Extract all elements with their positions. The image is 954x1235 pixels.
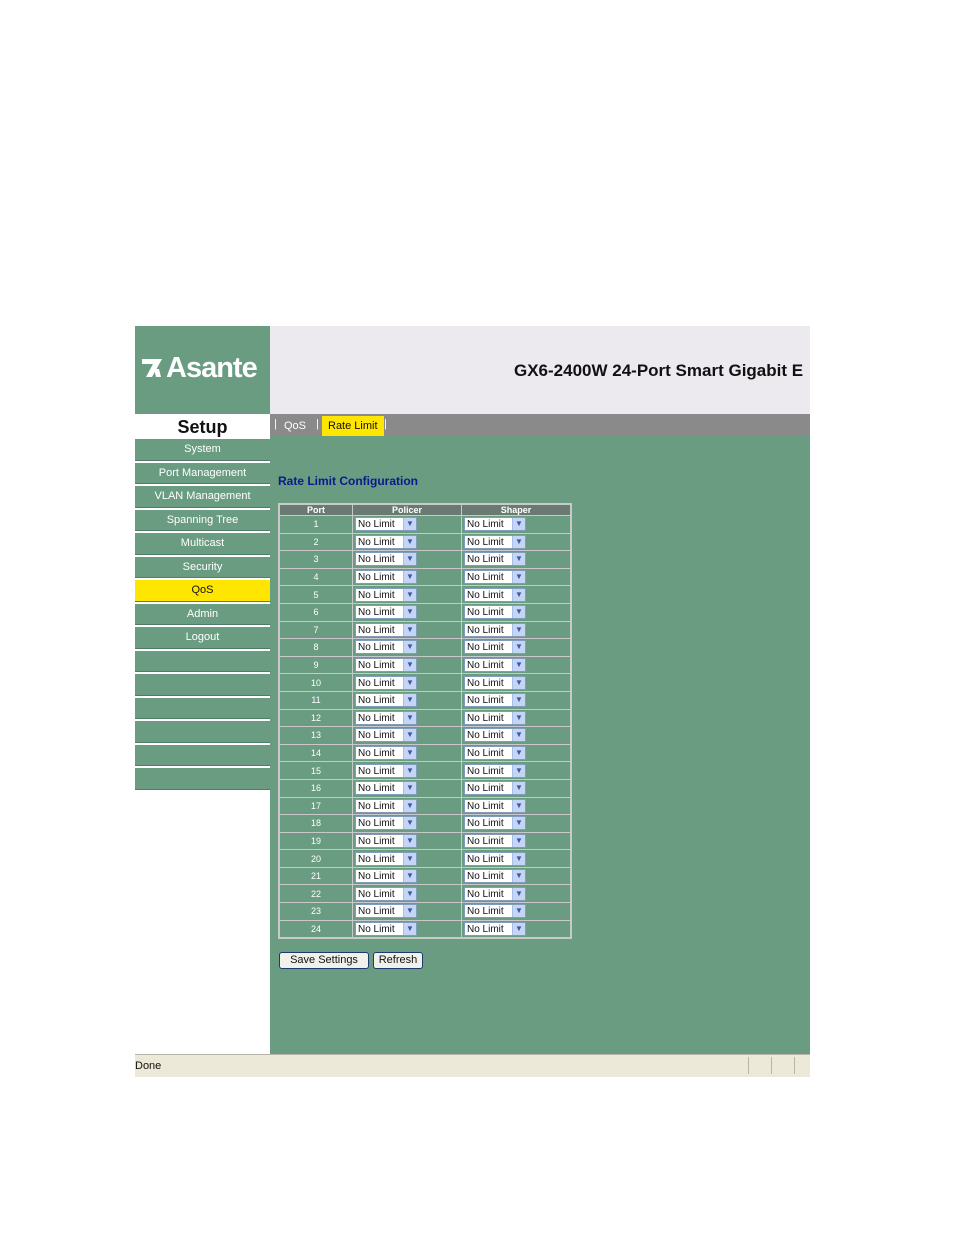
sidebar-item-logout[interactable]: Logout <box>135 627 270 649</box>
policer-cell <box>353 797 462 815</box>
table-body <box>279 516 571 939</box>
policer-select-value: No Limit <box>358 835 395 847</box>
tab-qos[interactable]: QoS <box>284 420 307 432</box>
shaper-select-value: No Limit <box>467 572 504 584</box>
policer-select[interactable] <box>355 869 417 883</box>
port-number-cell: 13 <box>279 727 353 745</box>
shaper-select[interactable] <box>464 517 526 531</box>
chevron-down-icon[interactable]: ▼ <box>403 782 416 794</box>
policer-select-value: No Limit <box>358 712 395 724</box>
table-row <box>279 727 571 745</box>
shaper-select-value: No Limit <box>467 923 504 935</box>
chevron-down-icon[interactable]: ▼ <box>512 589 525 601</box>
policer-select-value: No Limit <box>358 624 395 636</box>
shaper-select[interactable] <box>464 781 526 795</box>
shaper-select[interactable] <box>464 834 526 848</box>
table-row <box>279 709 571 727</box>
sidebar-title: Setup <box>177 417 228 437</box>
policer-select-value: No Limit <box>358 730 395 742</box>
table-row <box>279 832 571 850</box>
policer-select[interactable] <box>355 570 417 584</box>
policer-cell <box>353 603 462 621</box>
policer-select-value: No Limit <box>358 660 395 672</box>
section-title: Rate Limit Configuration <box>278 474 418 488</box>
shaper-cell <box>462 568 572 586</box>
column-header-shaper: Shaper <box>462 504 572 516</box>
policer-select-value: No Limit <box>358 906 395 918</box>
policer-select-value: No Limit <box>358 871 395 883</box>
column-header-port: Port <box>279 504 353 516</box>
shaper-select-value: No Limit <box>467 624 504 636</box>
shaper-select[interactable] <box>464 693 526 707</box>
shaper-cell <box>462 762 572 780</box>
shaper-select[interactable] <box>464 535 526 549</box>
table-row <box>279 586 571 604</box>
chevron-down-icon[interactable]: ▼ <box>512 518 525 530</box>
policer-cell <box>353 621 462 639</box>
chevron-down-icon[interactable]: ▼ <box>403 888 416 900</box>
shaper-select-value: No Limit <box>467 730 504 742</box>
policer-select[interactable] <box>355 887 417 901</box>
chevron-down-icon[interactable]: ▼ <box>403 606 416 618</box>
policer-select-value: No Limit <box>358 554 395 566</box>
sidebar-empty-slot <box>135 721 270 743</box>
chevron-down-icon[interactable]: ▼ <box>403 677 416 689</box>
shaper-select-value: No Limit <box>467 888 504 900</box>
asante-logo-icon <box>141 357 163 379</box>
shaper-select[interactable] <box>464 676 526 690</box>
chevron-down-icon[interactable]: ▼ <box>512 694 525 706</box>
table-row <box>279 815 571 833</box>
policer-select[interactable] <box>355 605 417 619</box>
port-number-cell: 9 <box>279 656 353 674</box>
shaper-select-value: No Limit <box>467 554 504 566</box>
shaper-cell <box>462 850 572 868</box>
policer-cell <box>353 815 462 833</box>
shaper-cell <box>462 832 572 850</box>
status-pane-divider <box>794 1057 795 1074</box>
table-row <box>279 656 571 674</box>
port-number-cell: 24 <box>279 920 353 938</box>
shaper-select[interactable] <box>464 623 526 637</box>
port-number-cell: 2 <box>279 533 353 551</box>
shaper-select[interactable] <box>464 764 526 778</box>
table-row <box>279 674 571 692</box>
shaper-cell <box>462 586 572 604</box>
sidebar-item-security[interactable]: Security <box>135 557 270 579</box>
status-text: Done <box>135 1060 162 1072</box>
chevron-down-icon[interactable]: ▼ <box>512 853 525 865</box>
shaper-select[interactable] <box>464 588 526 602</box>
refresh-button[interactable]: Refresh <box>373 952 423 969</box>
chevron-down-icon[interactable]: ▼ <box>403 694 416 706</box>
chevron-down-icon[interactable]: ▼ <box>512 571 525 583</box>
policer-cell <box>353 744 462 762</box>
table-header-row <box>279 504 571 516</box>
policer-cell <box>353 674 462 692</box>
shaper-select-value: No Limit <box>467 800 504 812</box>
sidebar-empty-slot <box>135 698 270 720</box>
shaper-select-value: No Limit <box>467 748 504 760</box>
policer-select-value: No Limit <box>358 853 395 865</box>
policer-select[interactable] <box>355 746 417 760</box>
sidebar-item-system[interactable]: System <box>135 439 270 461</box>
chevron-down-icon[interactable]: ▼ <box>512 905 525 917</box>
chevron-down-icon[interactable]: ▼ <box>403 905 416 917</box>
port-number-cell: 3 <box>279 551 353 569</box>
shaper-cell <box>462 656 572 674</box>
shaper-cell <box>462 920 572 938</box>
shaper-select-value: No Limit <box>467 519 504 531</box>
sidebar-item-qos[interactable]: QoS <box>135 580 270 602</box>
port-number-cell: 4 <box>279 568 353 586</box>
shaper-cell <box>462 903 572 921</box>
chevron-down-icon[interactable]: ▼ <box>403 641 416 653</box>
policer-select-value: No Limit <box>358 888 395 900</box>
table-row <box>279 903 571 921</box>
shaper-cell <box>462 867 572 885</box>
port-number-cell: 20 <box>279 850 353 868</box>
shaper-select[interactable] <box>464 887 526 901</box>
shaper-select[interactable] <box>464 658 526 672</box>
logo-text: Asante <box>166 352 257 384</box>
chevron-down-icon[interactable]: ▼ <box>512 536 525 548</box>
port-number-cell: 5 <box>279 586 353 604</box>
shaper-cell <box>462 603 572 621</box>
shaper-cell <box>462 779 572 797</box>
chevron-down-icon[interactable]: ▼ <box>403 817 416 829</box>
chevron-down-icon[interactable]: ▼ <box>512 747 525 759</box>
chevron-down-icon[interactable]: ▼ <box>403 553 416 565</box>
tab-bar <box>270 414 810 436</box>
shaper-select-value: No Limit <box>467 607 504 619</box>
chevron-down-icon[interactable]: ▼ <box>403 589 416 601</box>
shaper-select-value: No Limit <box>467 589 504 601</box>
policer-cell <box>353 656 462 674</box>
chevron-down-icon[interactable]: ▼ <box>403 712 416 724</box>
policer-cell <box>353 903 462 921</box>
policer-select[interactable] <box>355 781 417 795</box>
chevron-down-icon[interactable]: ▼ <box>512 782 525 794</box>
chevron-down-icon[interactable]: ▼ <box>512 641 525 653</box>
policer-select[interactable] <box>355 658 417 672</box>
shaper-select-value: No Limit <box>467 835 504 847</box>
tab-separator: | <box>316 418 319 430</box>
sidebar-item-spanning-tree[interactable]: Spanning Tree <box>135 510 270 532</box>
browser-window <box>135 326 810 1077</box>
policer-select-value: No Limit <box>358 923 395 935</box>
shaper-select-value: No Limit <box>467 853 504 865</box>
port-number-cell: 22 <box>279 885 353 903</box>
table-row <box>279 621 571 639</box>
chevron-down-icon[interactable]: ▼ <box>403 923 416 935</box>
policer-cell <box>353 551 462 569</box>
chevron-down-icon[interactable]: ▼ <box>512 870 525 882</box>
shaper-select[interactable] <box>464 799 526 813</box>
table-row <box>279 885 571 903</box>
policer-select[interactable] <box>355 588 417 602</box>
main-content <box>270 436 810 1054</box>
shaper-select[interactable] <box>464 552 526 566</box>
policer-cell <box>353 533 462 551</box>
table-row <box>279 744 571 762</box>
table-row <box>279 797 571 815</box>
policer-cell <box>353 727 462 745</box>
policer-select[interactable] <box>355 623 417 637</box>
policer-select[interactable] <box>355 552 417 566</box>
chevron-down-icon[interactable]: ▼ <box>512 817 525 829</box>
shaper-select-value: No Limit <box>467 906 504 918</box>
policer-select[interactable] <box>355 535 417 549</box>
policer-select[interactable] <box>355 693 417 707</box>
shaper-select[interactable] <box>464 640 526 654</box>
chevron-down-icon[interactable]: ▼ <box>512 677 525 689</box>
port-number-cell: 12 <box>279 709 353 727</box>
chevron-down-icon[interactable]: ▼ <box>512 659 525 671</box>
rate-limit-table <box>278 503 572 939</box>
shaper-cell <box>462 639 572 657</box>
table-row <box>279 551 571 569</box>
status-pane-divider <box>748 1057 749 1074</box>
tab-rate-limit[interactable]: Rate Limit <box>322 416 384 436</box>
policer-select[interactable] <box>355 834 417 848</box>
chevron-down-icon[interactable]: ▼ <box>512 800 525 812</box>
policer-cell <box>353 885 462 903</box>
policer-cell <box>353 867 462 885</box>
policer-cell <box>353 850 462 868</box>
policer-select-value: No Limit <box>358 818 395 830</box>
sidebar-item-multicast[interactable]: Multicast <box>135 533 270 555</box>
chevron-down-icon[interactable]: ▼ <box>403 536 416 548</box>
policer-cell <box>353 568 462 586</box>
policer-select[interactable] <box>355 799 417 813</box>
shaper-cell <box>462 797 572 815</box>
chevron-down-icon[interactable]: ▼ <box>403 870 416 882</box>
chevron-down-icon[interactable]: ▼ <box>403 747 416 759</box>
policer-select-value: No Limit <box>358 695 395 707</box>
shaper-select-value: No Limit <box>467 660 504 672</box>
port-number-cell: 15 <box>279 762 353 780</box>
table-row <box>279 867 571 885</box>
shaper-cell <box>462 516 572 534</box>
table-row <box>279 691 571 709</box>
shaper-cell <box>462 691 572 709</box>
table-row <box>279 762 571 780</box>
shaper-cell <box>462 674 572 692</box>
chevron-down-icon[interactable]: ▼ <box>403 571 416 583</box>
shaper-select[interactable] <box>464 711 526 725</box>
policer-select-value: No Limit <box>358 572 395 584</box>
shaper-select[interactable] <box>464 869 526 883</box>
policer-cell <box>353 920 462 938</box>
port-number-cell: 18 <box>279 815 353 833</box>
chevron-down-icon[interactable]: ▼ <box>512 835 525 847</box>
shaper-select-value: No Limit <box>467 818 504 830</box>
port-number-cell: 14 <box>279 744 353 762</box>
port-number-cell: 6 <box>279 603 353 621</box>
policer-select[interactable] <box>355 728 417 742</box>
chevron-down-icon[interactable]: ▼ <box>403 835 416 847</box>
save-settings-button[interactable]: Save Settings <box>279 952 369 969</box>
shaper-select[interactable] <box>464 728 526 742</box>
shaper-select-value: No Limit <box>467 712 504 724</box>
shaper-cell <box>462 885 572 903</box>
chevron-down-icon[interactable]: ▼ <box>403 624 416 636</box>
sidebar-empty-slot <box>135 745 270 767</box>
shaper-cell <box>462 621 572 639</box>
shaper-cell <box>462 727 572 745</box>
chevron-down-icon[interactable]: ▼ <box>512 553 525 565</box>
shaper-cell <box>462 815 572 833</box>
policer-select[interactable] <box>355 517 417 531</box>
chevron-down-icon[interactable]: ▼ <box>512 765 525 777</box>
shaper-select-value: No Limit <box>467 536 504 548</box>
policer-select-value: No Limit <box>358 536 395 548</box>
asante-logo[interactable] <box>141 352 257 385</box>
policer-cell <box>353 779 462 797</box>
sidebar-empty-slot <box>135 674 270 696</box>
port-number-cell: 7 <box>279 621 353 639</box>
page-header <box>135 326 810 414</box>
table-row <box>279 639 571 657</box>
policer-select[interactable] <box>355 852 417 866</box>
shaper-select[interactable] <box>464 746 526 760</box>
table-row <box>279 603 571 621</box>
shaper-select[interactable] <box>464 816 526 830</box>
shaper-select-value: No Limit <box>467 677 504 689</box>
tab-separator: | <box>274 418 277 430</box>
chevron-down-icon[interactable]: ▼ <box>403 765 416 777</box>
table-row <box>279 779 571 797</box>
chevron-down-icon[interactable]: ▼ <box>403 800 416 812</box>
logo-area <box>135 326 270 414</box>
table-row <box>279 516 571 534</box>
policer-select[interactable] <box>355 640 417 654</box>
shaper-select-value: No Limit <box>467 783 504 795</box>
port-number-cell: 23 <box>279 903 353 921</box>
policer-select-value: No Limit <box>358 748 395 760</box>
chevron-down-icon[interactable]: ▼ <box>512 606 525 618</box>
port-number-cell: 11 <box>279 691 353 709</box>
policer-select-value: No Limit <box>358 765 395 777</box>
sidebar-empty-slot <box>135 768 270 790</box>
policer-cell <box>353 762 462 780</box>
status-pane-divider <box>771 1057 772 1074</box>
policer-cell <box>353 586 462 604</box>
shaper-select-value: No Limit <box>467 642 504 654</box>
port-number-cell: 8 <box>279 639 353 657</box>
policer-select-value: No Limit <box>358 589 395 601</box>
chevron-down-icon[interactable]: ▼ <box>512 729 525 741</box>
sidebar-item-admin[interactable]: Admin <box>135 604 270 626</box>
policer-select-value: No Limit <box>358 677 395 689</box>
policer-select-value: No Limit <box>358 783 395 795</box>
table-row <box>279 533 571 551</box>
shaper-select[interactable] <box>464 852 526 866</box>
chevron-down-icon[interactable]: ▼ <box>403 659 416 671</box>
sidebar <box>135 414 270 1054</box>
policer-select[interactable] <box>355 922 417 936</box>
shaper-select[interactable] <box>464 570 526 584</box>
chevron-down-icon[interactable]: ▼ <box>403 518 416 530</box>
port-number-cell: 1 <box>279 516 353 534</box>
table-row <box>279 850 571 868</box>
table-row <box>279 568 571 586</box>
policer-select[interactable] <box>355 904 417 918</box>
product-title: GX6-2400W 24-Port Smart Gigabit E <box>514 361 804 380</box>
sidebar-item-vlan-management[interactable]: VLAN Management <box>135 486 270 508</box>
policer-select-value: No Limit <box>358 607 395 619</box>
policer-cell <box>353 639 462 657</box>
shaper-cell <box>462 744 572 762</box>
chevron-down-icon[interactable]: ▼ <box>403 729 416 741</box>
chevron-down-icon[interactable]: ▼ <box>512 712 525 724</box>
policer-select[interactable] <box>355 711 417 725</box>
status-bar <box>135 1054 810 1077</box>
port-number-cell: 17 <box>279 797 353 815</box>
shaper-cell <box>462 709 572 727</box>
chevron-down-icon[interactable]: ▼ <box>512 888 525 900</box>
column-header-policer: Policer <box>353 504 462 516</box>
policer-select-value: No Limit <box>358 642 395 654</box>
port-number-cell: 21 <box>279 867 353 885</box>
shaper-select[interactable] <box>464 922 526 936</box>
table-row <box>279 920 571 938</box>
port-number-cell: 10 <box>279 674 353 692</box>
tab-separator: | <box>384 418 387 430</box>
port-number-cell: 16 <box>279 779 353 797</box>
shaper-cell <box>462 551 572 569</box>
shaper-select-value: No Limit <box>467 871 504 883</box>
sidebar-item-port-management[interactable]: Port Management <box>135 463 270 485</box>
policer-select-value: No Limit <box>358 800 395 812</box>
sidebar-empty-slot <box>135 651 270 673</box>
shaper-select[interactable] <box>464 605 526 619</box>
shaper-select[interactable] <box>464 904 526 918</box>
policer-select[interactable] <box>355 816 417 830</box>
policer-cell <box>353 691 462 709</box>
shaper-select-value: No Limit <box>467 695 504 707</box>
shaper-cell <box>462 533 572 551</box>
policer-cell <box>353 832 462 850</box>
shaper-select-value: No Limit <box>467 765 504 777</box>
policer-cell <box>353 709 462 727</box>
port-number-cell: 19 <box>279 832 353 850</box>
policer-select[interactable] <box>355 764 417 778</box>
chevron-down-icon[interactable]: ▼ <box>512 923 525 935</box>
policer-select[interactable] <box>355 676 417 690</box>
policer-select-value: No Limit <box>358 519 395 531</box>
policer-cell <box>353 516 462 534</box>
chevron-down-icon[interactable]: ▼ <box>512 624 525 636</box>
chevron-down-icon[interactable]: ▼ <box>403 853 416 865</box>
